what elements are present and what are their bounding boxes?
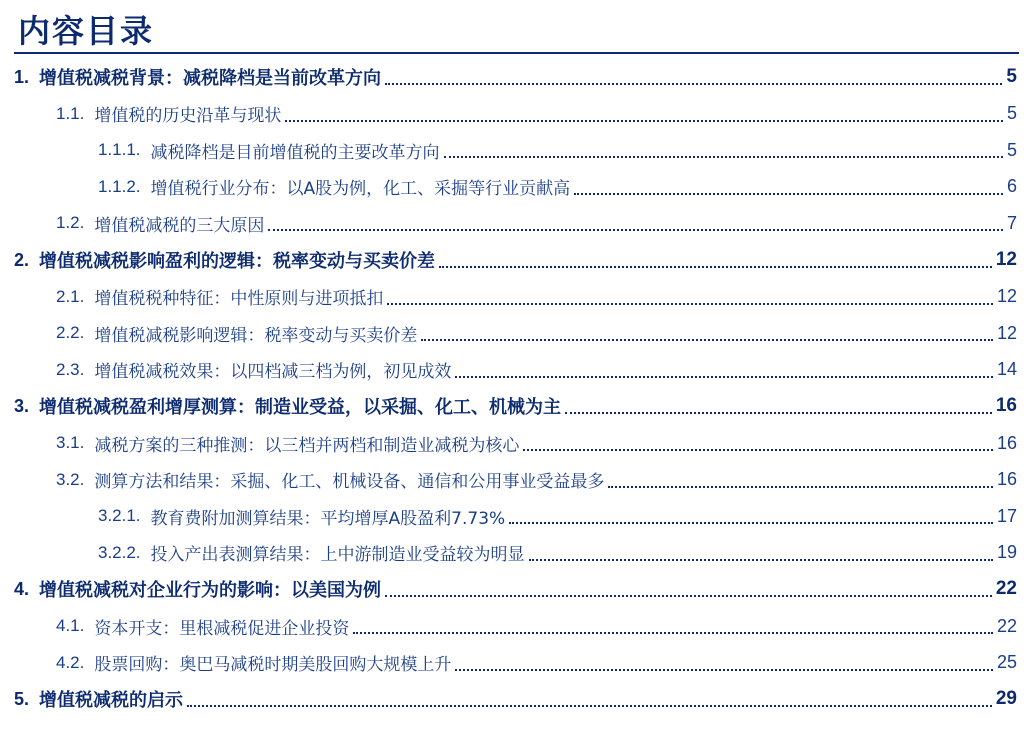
toc-entry-4-2[interactable] <box>0 646 1017 680</box>
dot-leader <box>385 83 1002 85</box>
toc-page-number[interactable]: 29 <box>995 688 1017 710</box>
dot-leader <box>421 339 993 341</box>
toc-entry-3-2-1[interactable] <box>0 499 1017 533</box>
toc-entry-title[interactable]: 增值税税种特征：中性原则与进项抵扣 <box>94 289 384 310</box>
toc-entry-number: 3.2. <box>56 469 85 489</box>
toc-page-number[interactable]: 17 <box>996 505 1017 526</box>
toc-page-number[interactable]: 19 <box>996 542 1017 563</box>
toc-entry-1-1[interactable] <box>0 97 1017 131</box>
dot-leader <box>268 229 1003 231</box>
dot-leader <box>439 266 992 268</box>
toc-entry-number: 4.1. <box>56 616 85 635</box>
toc-entry-title[interactable]: 投入产出表测算结果：上中游制造业受益较为明显 <box>150 545 525 566</box>
toc-entry-title[interactable]: 教育费附加测算结果：平均增厚A股盈利7.73% <box>150 508 506 529</box>
toc-page-number[interactable]: 7 <box>1006 212 1017 233</box>
toc-entry-number: 1.1.2. <box>98 176 141 196</box>
toc-page-number[interactable]: 16 <box>996 469 1017 490</box>
dot-leader <box>523 449 993 451</box>
toc-entry-4[interactable] <box>0 572 1017 606</box>
toc-entry-title[interactable]: 增值税的历史沿革与现状 <box>94 106 282 127</box>
toc-entry-title[interactable]: 资本开支：里根减税促进企业投资 <box>94 618 350 639</box>
dot-leader <box>187 705 992 707</box>
toc-entry-5[interactable] <box>0 682 1017 716</box>
toc-page-number[interactable]: 12 <box>996 322 1017 343</box>
toc-entry-number: 2.3. <box>56 359 85 379</box>
toc-entry-number: 3.2.2. <box>98 542 141 562</box>
toc-entry-title[interactable]: 增值税减税背景：减税降档是当前改革方向 <box>39 68 382 89</box>
toc-page-number[interactable]: 12 <box>996 286 1017 307</box>
dot-leader <box>353 632 993 634</box>
toc-entry-3[interactable] <box>0 389 1017 423</box>
dot-leader <box>509 522 993 524</box>
toc-page-number[interactable]: 16 <box>995 395 1017 417</box>
toc-entry-title[interactable]: 增值税减税影响盈利的逻辑：税率变动与买卖价差 <box>39 251 436 272</box>
toc-entry-number: 5. <box>14 688 30 709</box>
page-title: 内容目录 <box>18 12 155 50</box>
toc-entry-1-1-1[interactable] <box>0 133 1017 167</box>
toc-entry-number: 4.2. <box>56 652 85 672</box>
toc-entry-2-2[interactable] <box>0 316 1017 350</box>
toc-entry-1-2[interactable] <box>0 206 1017 240</box>
toc-entry-number: 3. <box>14 395 30 416</box>
toc-page-number[interactable]: 22 <box>995 578 1017 600</box>
toc-entry-2[interactable] <box>0 243 1017 277</box>
toc-entry-number: 1. <box>14 66 30 87</box>
toc-entry-3-1[interactable] <box>0 426 1017 460</box>
toc-entry-title[interactable]: 测算方法和结果：采掘、化工、机械设备、通信和公用事业受益最多 <box>94 472 605 493</box>
toc-entry-number: 2.2. <box>56 323 85 343</box>
toc-entry-number: 1.1.1. <box>98 140 141 160</box>
dot-leader <box>608 486 993 488</box>
toc-entry-title[interactable]: 增值税减税影响逻辑：税率变动与买卖价差 <box>94 325 418 346</box>
toc-page-number[interactable]: 5 <box>1006 66 1017 87</box>
toc-entry-number: 2. <box>14 249 30 270</box>
toc-entry-1[interactable] <box>0 60 1017 94</box>
toc-entry-number: 4. <box>14 578 30 599</box>
toc-entry-number: 3.1. <box>56 433 85 452</box>
toc-entry-title[interactable]: 增值税行业分布：以A股为例，化工、采掘等行业贡献高 <box>150 179 571 200</box>
toc-entry-title[interactable]: 股票回购：奥巴马减税时期美股回购大规模上升 <box>94 655 452 676</box>
dot-leader <box>385 595 992 597</box>
dot-leader <box>285 120 1003 122</box>
toc-entry-title[interactable]: 减税降档是目前增值税的主要改革方向 <box>150 142 440 163</box>
toc-page-number[interactable]: 12 <box>995 249 1017 270</box>
toc-page-number[interactable]: 22 <box>996 615 1017 636</box>
title-divider <box>14 52 1019 54</box>
toc-page-number[interactable]: 6 <box>1006 176 1017 197</box>
dot-leader <box>455 669 993 671</box>
dot-leader <box>387 303 993 305</box>
toc-page-number[interactable]: 5 <box>1006 103 1017 124</box>
toc-entry-3-2[interactable] <box>0 463 1017 497</box>
toc-entry-title[interactable]: 增值税减税对企业行为的影响：以美国为例 <box>39 580 382 602</box>
toc-page-number[interactable]: 16 <box>996 432 1017 453</box>
toc-entry-title[interactable]: 减税方案的三种推测：以三档并两档和制造业减税为核心 <box>94 435 520 456</box>
toc-entry-1-1-2[interactable] <box>0 170 1017 204</box>
toc-entry-number: 1.1. <box>56 103 85 123</box>
toc-entry-number: 2.1. <box>56 286 85 306</box>
toc-entry-title[interactable]: 增值税减税盈利增厚测算：制造业受益，以采掘、化工、机械为主 <box>39 397 562 419</box>
dot-leader <box>444 156 1003 158</box>
toc-entry-2-3[interactable] <box>0 353 1017 387</box>
toc-entry-3-2-2[interactable] <box>0 536 1017 570</box>
toc-page-number[interactable]: 25 <box>996 652 1017 673</box>
toc-entry-2-1[interactable] <box>0 280 1017 314</box>
toc-entry-number: 3.2.1. <box>98 506 141 526</box>
dot-leader <box>529 559 993 561</box>
toc-entry-number: 1.2. <box>56 213 85 233</box>
toc-page-number[interactable]: 5 <box>1006 139 1017 160</box>
dot-leader <box>574 193 1003 195</box>
dot-leader <box>455 376 993 378</box>
toc-page-number[interactable]: 14 <box>996 359 1017 380</box>
toc-entry-title[interactable]: 增值税减税的三大原因 <box>94 215 265 236</box>
toc-entry-title[interactable]: 增值税减税效果：以四档减三档为例，初见成效 <box>94 362 452 383</box>
toc-entry-4-1[interactable] <box>0 609 1017 643</box>
dot-leader <box>565 412 992 414</box>
toc-entry-title[interactable]: 增值税减税的启示 <box>39 690 184 712</box>
